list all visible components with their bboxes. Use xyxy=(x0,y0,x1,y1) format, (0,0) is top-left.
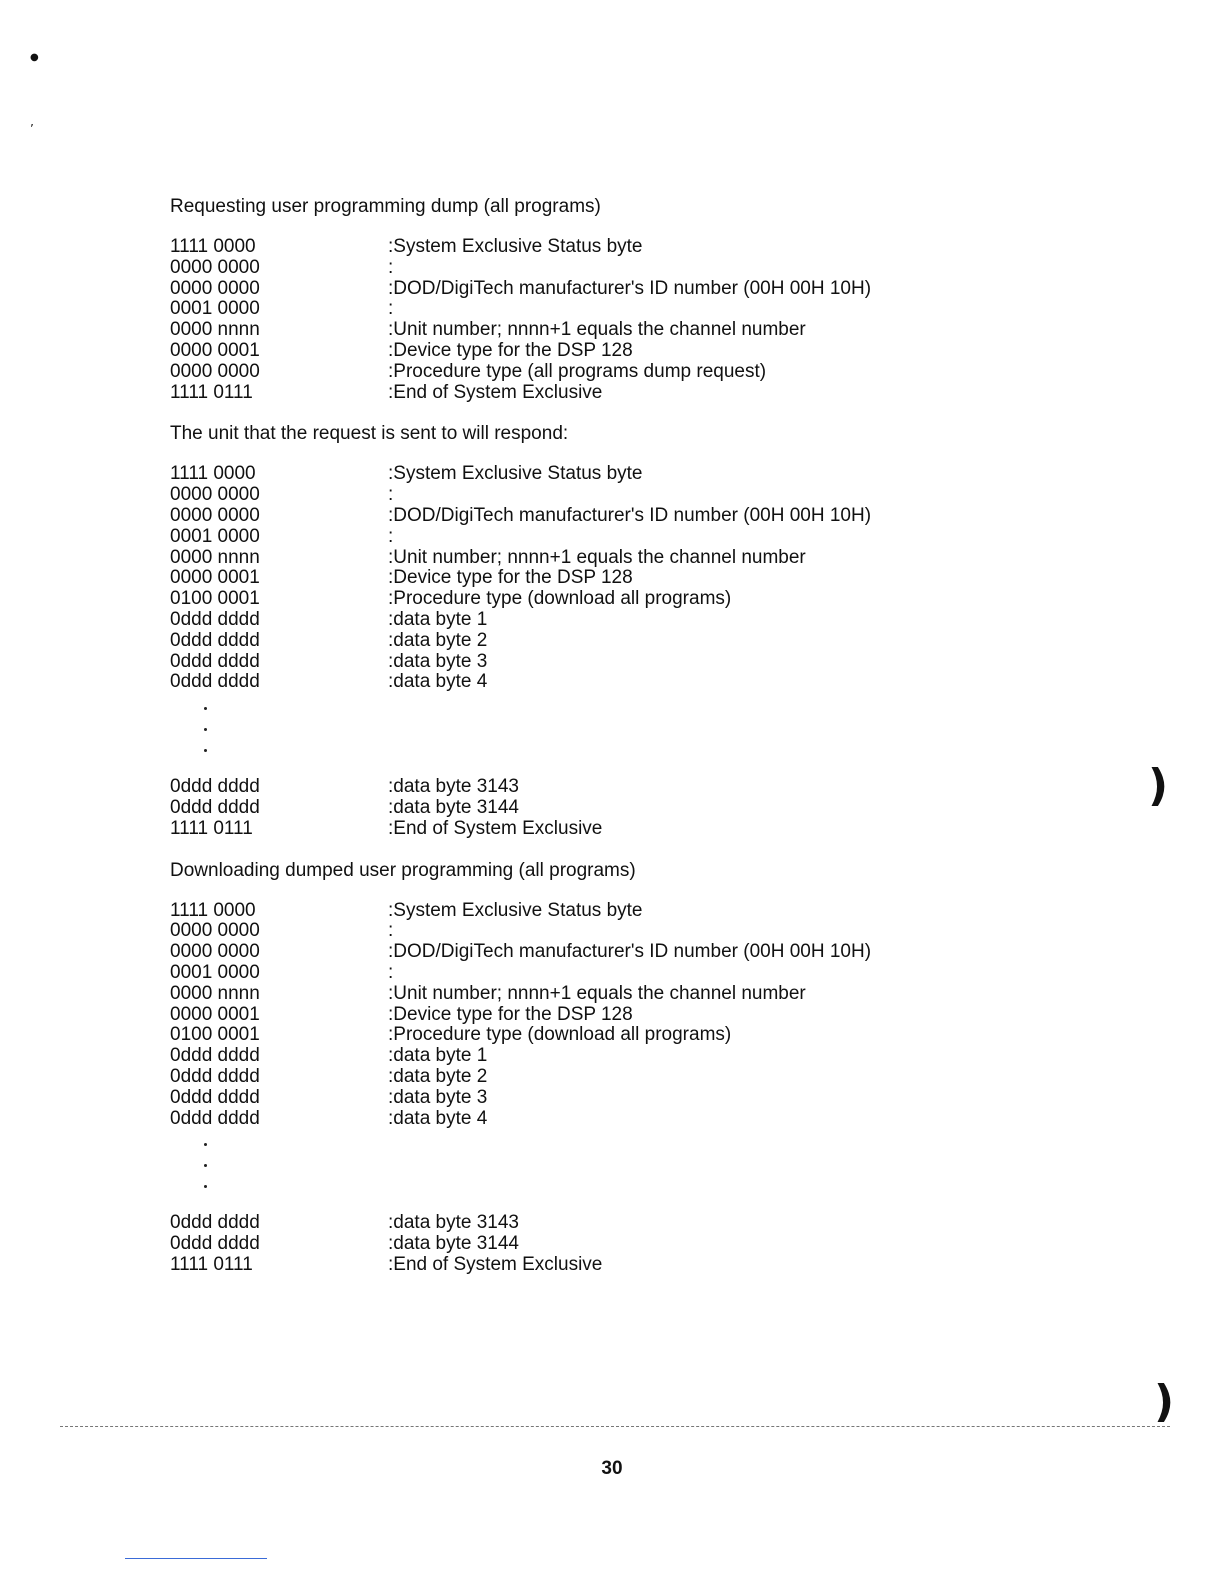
table-row xyxy=(170,527,1070,548)
byte-code: 0000 0001 xyxy=(170,339,260,361)
byte-code: 1111 0111 xyxy=(170,817,253,839)
byte-code: 0100 0001 xyxy=(170,1024,260,1046)
table-row xyxy=(170,652,1070,673)
byte-description: :Procedure type (download all programs) xyxy=(388,1024,732,1046)
table-row xyxy=(170,672,1070,693)
byte-description: :data byte 4 xyxy=(388,1107,488,1129)
byte-description: :Device type for the DSP 128 xyxy=(388,567,633,589)
byte-description: :System Exclusive Status byte xyxy=(388,463,643,485)
byte-code: 1111 0000 xyxy=(170,236,256,257)
byte-code: 1111 0111 xyxy=(170,1253,253,1275)
table-row xyxy=(170,942,1070,963)
byte-code: 1111 0000 xyxy=(170,899,256,921)
byte-code: 0000 0000 xyxy=(170,256,260,278)
table-row xyxy=(170,1213,1070,1234)
byte-code: 0ddd dddd xyxy=(170,650,260,672)
byte-code: 0001 0000 xyxy=(170,298,260,320)
section-heading: Requesting user programming dump (all programs) xyxy=(170,196,601,217)
byte-description: :data byte 3 xyxy=(388,1086,488,1108)
link-underline xyxy=(125,1558,267,1559)
byte-description: :Procedure type (all programs dump request) xyxy=(388,360,767,382)
page-number: 30 xyxy=(601,1458,623,1479)
table-row xyxy=(170,464,1070,485)
table-row xyxy=(170,568,1070,589)
byte-description: : xyxy=(388,256,394,278)
vertical-ellipsis xyxy=(170,1129,1070,1213)
table-row xyxy=(170,1005,1070,1026)
byte-description: :Procedure type (download all programs) xyxy=(388,588,732,610)
ellipsis-dot xyxy=(204,1143,207,1146)
table-row xyxy=(170,299,1070,320)
byte-description: :Unit number; nnnn+1 equals the channel number xyxy=(388,319,806,341)
table-row xyxy=(170,589,1070,610)
binding-hole-mark: ) xyxy=(1154,1376,1175,1427)
byte-code: 1111 0000 xyxy=(170,463,256,485)
byte-description: : xyxy=(388,525,394,547)
section-request-dump xyxy=(170,196,1070,403)
byte-description: :data byte 3143 xyxy=(388,1212,519,1234)
page-content xyxy=(170,196,1070,1296)
byte-code: 0001 0000 xyxy=(170,525,260,547)
binding-hole-mark: ) xyxy=(1148,760,1169,811)
byte-description: :Device type for the DSP 128 xyxy=(388,1003,633,1025)
byte-code: 0ddd dddd xyxy=(170,796,260,818)
byte-code: 0ddd dddd xyxy=(170,1086,260,1108)
sysex-table xyxy=(170,464,1070,839)
table-row xyxy=(170,1255,1070,1276)
table-row xyxy=(170,798,1070,819)
byte-code: 0001 0000 xyxy=(170,961,260,983)
section-unit-response xyxy=(170,423,1070,839)
byte-code: 0000 nnnn xyxy=(170,546,260,568)
byte-code: 0000 nnnn xyxy=(170,319,260,341)
ellipsis-dot xyxy=(204,707,207,710)
section-download-dump xyxy=(170,860,1070,1276)
section-heading: Downloading dumped user programming (all programs) xyxy=(170,859,636,881)
byte-code: 0ddd dddd xyxy=(170,608,260,630)
byte-description: :data byte 1 xyxy=(388,1045,488,1067)
table-row xyxy=(170,777,1070,798)
byte-description: :data byte 4 xyxy=(388,671,488,693)
ellipsis-dot xyxy=(204,728,207,731)
byte-description: : xyxy=(388,298,394,320)
byte-code: 0ddd dddd xyxy=(170,1065,260,1087)
byte-description: : xyxy=(388,961,394,983)
byte-description: :End of System Exclusive xyxy=(388,817,603,839)
table-row xyxy=(170,320,1070,341)
byte-description: :DOD/DigiTech manufacturer's ID number (00H 00H 10H) xyxy=(388,504,872,526)
byte-code: 1111 0111 xyxy=(170,381,253,403)
scan-speck: ’ xyxy=(30,122,34,136)
byte-code: 0ddd dddd xyxy=(170,1212,260,1234)
byte-code: 0100 0001 xyxy=(170,588,260,610)
byte-code: 0000 0000 xyxy=(170,941,260,963)
sysex-table xyxy=(170,901,1070,1276)
byte-description: :DOD/DigiTech manufacturer's ID number (00H 00H 10H) xyxy=(388,941,872,963)
byte-description: :data byte 1 xyxy=(388,608,488,630)
scan-speck: ● xyxy=(30,52,39,63)
byte-code: 0ddd dddd xyxy=(170,629,260,651)
table-row xyxy=(170,1088,1070,1109)
table-row xyxy=(170,963,1070,984)
byte-description: :data byte 3 xyxy=(388,650,488,672)
ellipsis-dot xyxy=(204,749,207,752)
table-row xyxy=(170,1046,1070,1067)
byte-description: :End of System Exclusive xyxy=(388,381,603,403)
byte-code: 0000 0000 xyxy=(170,360,260,382)
table-row xyxy=(170,362,1070,383)
byte-description: :System Exclusive Status byte xyxy=(388,899,643,921)
table-row xyxy=(170,1234,1070,1255)
byte-description: :Unit number; nnnn+1 equals the channel number xyxy=(388,982,806,1004)
byte-description: :System Exclusive Status byte xyxy=(388,236,643,257)
scan-edge-line xyxy=(60,1426,1170,1429)
byte-code: 0000 0000 xyxy=(170,504,260,526)
table-row xyxy=(170,279,1070,300)
byte-code: 0ddd dddd xyxy=(170,1045,260,1067)
byte-code: 0ddd dddd xyxy=(170,1233,260,1255)
byte-description: :data byte 2 xyxy=(388,629,488,651)
table-row xyxy=(170,485,1070,506)
byte-code: 0ddd dddd xyxy=(170,776,260,798)
byte-code: 0000 0000 xyxy=(170,920,260,942)
byte-description: :data byte 2 xyxy=(388,1065,488,1087)
byte-description: : xyxy=(388,920,394,942)
vertical-ellipsis xyxy=(170,693,1070,777)
table-row xyxy=(170,984,1070,1005)
table-row xyxy=(170,1109,1070,1130)
table-row xyxy=(170,341,1070,362)
table-row xyxy=(170,548,1070,569)
table-row xyxy=(170,1067,1070,1088)
table-row xyxy=(170,383,1070,404)
byte-code: 0000 0001 xyxy=(170,567,260,589)
byte-description: :data byte 3144 xyxy=(388,1233,519,1255)
table-row xyxy=(170,901,1070,922)
table-row xyxy=(170,819,1070,840)
table-row xyxy=(170,1025,1070,1046)
table-row xyxy=(170,631,1070,652)
byte-description: :data byte 3143 xyxy=(388,776,519,798)
byte-description: : xyxy=(388,484,394,506)
byte-description: :Unit number; nnnn+1 equals the channel number xyxy=(388,546,806,568)
byte-code: 0000 0000 xyxy=(170,277,260,299)
ellipsis-dot xyxy=(204,1164,207,1167)
byte-description: :Device type for the DSP 128 xyxy=(388,339,633,361)
table-row xyxy=(170,237,1070,258)
table-row xyxy=(170,258,1070,279)
ellipsis-dot xyxy=(204,1185,207,1188)
byte-code: 0000 nnnn xyxy=(170,982,260,1004)
table-row xyxy=(170,506,1070,527)
byte-description: :DOD/DigiTech manufacturer's ID number (00H 00H 10H) xyxy=(388,277,872,299)
table-row xyxy=(170,921,1070,942)
byte-description: :End of System Exclusive xyxy=(388,1253,603,1275)
byte-code: 0000 0001 xyxy=(170,1003,260,1025)
byte-code: 0ddd dddd xyxy=(170,671,260,693)
byte-code: 0ddd dddd xyxy=(170,1107,260,1129)
byte-code: 0000 0000 xyxy=(170,484,260,506)
sysex-table xyxy=(170,237,1070,403)
table-row xyxy=(170,610,1070,631)
byte-description: :data byte 3144 xyxy=(388,796,519,818)
section-heading: The unit that the request is sent to will respond: xyxy=(170,423,569,445)
